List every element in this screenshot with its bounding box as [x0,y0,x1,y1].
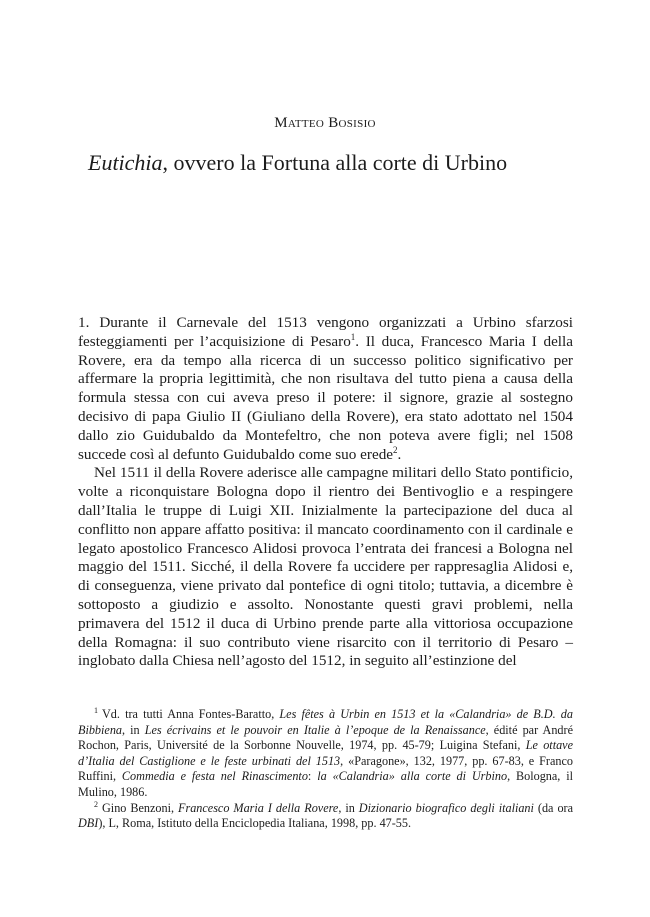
footnote-1-italic: la «Calandria» alla corte di Urbino [317,769,508,784]
footnote-2-text: ), L, Roma, Istituto della Enciclopedia Italiana, 1998, pp. 47-55. [98,816,412,831]
paragraph-1-text-a: 1. Durante il Carnevale del 1513 vengono organizzati a Urbino sfarzosi festeggiamenti per l’acquisizione di Pesaro [78,314,573,350]
footnote-2-italic: Francesco Maria I della Rovere [178,800,339,815]
title-rest: , ovvero la Fortuna alla corte di Urbino [162,150,508,175]
footnote-1-text: , «Paragone», 132, 1977, pp. 67-83, e Franco Ruffini, [78,753,573,784]
paragraph-2: Nel 1511 il della Rovere aderisce alle campagne militari dello Stato pontificio, volte a riconquistare Bologna dopo il rientro dei Bentivoglio e a respingere dall’Italia le truppe di Luigi XII. Inizialmente la partecipazione del duca al conflitto non appare affatto positiva: il mancato coordinamento con il cardinale e legato apostolico Francesco Alidosi provoca l’entrata dei francesi a Bologna nel maggio del 1511. Sicché, il della Rovere fa uccidere per rappresaglia Alidosi e, di conseguenza, viene privato dal pontefice di ogni titolo; tuttavia, a dicembre è sottoposto a giudizio e assolto. Nonostante questi gravi problemi, nella primavera del 1512 il duca di Urbino prende parte alla vittoriosa occupazione della Romagna: il suo contributo viene risarcito con il territorio di Pesaro – inglobato dalla Chiesa nell’agosto del 1512, in seguito all’estinzione del [78,464,573,670]
footnote-1-text: , in [122,722,145,737]
footnote-1-text: Vd. tra tutti Anna Fontes-Baratto, [102,707,280,721]
article-title [88,149,608,177]
footnote-2-text: , in [338,800,359,815]
author-name: Matteo Bosisio [274,115,376,131]
footnote-ref-1: 1 [350,331,356,342]
footnote-1-italic: Le ottave d’Italia del Castiglione e le feste urbinati del 1513 [78,738,573,768]
footnote-1-italic: Commedia e festa nel Rinascimento [121,769,308,784]
footnote-1-text: : [307,769,318,784]
title-italic: Eutichia [88,150,163,175]
paragraph-1-text-b: . Il duca, Francesco Maria I della Rovere, era da tempo alla ricerca di un successo politico significativo per affermare la propria legittimità, che non risultava del tutto piena a causa della formula stessa con cui aveva preso il potere: il signore, grazie al sostegno decisivo di papa Giulio II (Giuliano della Rovere), era stato adottato nel 1504 dallo zio Guidubaldo da Montefeltro, che non poteva avere figli; nel 1508 succede così al defunto Guidubaldo come suo erede [78,332,573,463]
footnote-1-italic: Les écrivains et le pouvoir en Italie à l’epoque de la Renaissance [144,722,486,737]
footnotes [78,707,573,832]
footnote-2-text: Gino Benzoni, [102,800,178,815]
footnote-1-number: 1 [94,705,98,715]
footnote-2-italic: DBI [78,816,99,831]
footnote-2-italic: Dizionario biografico degli italiani [358,800,534,815]
paragraph-1 [78,314,573,464]
footnote-1-text: , édité par André Rochon, Paris, Université de la Sorbonne Nouvelle, 1974, pp. 45-79; Luigina Stefani, [78,722,573,753]
paragraph-1-text-c: . [397,445,402,463]
body-text [78,314,573,671]
footnote-ref-2: 2 [393,444,398,455]
footnote-2-number: 2 [94,799,98,809]
footnote-1-text: , Bologna, il Mulino, 1986. [78,769,574,799]
footnote-1 [78,707,573,801]
footnote-2 [78,801,573,832]
footnote-2-text: (da ora [533,800,573,815]
footnote-1-italic: Les fêtes à Urbin en 1513 et la «Calandria» de B.D. da Bibbiena [78,707,573,737]
